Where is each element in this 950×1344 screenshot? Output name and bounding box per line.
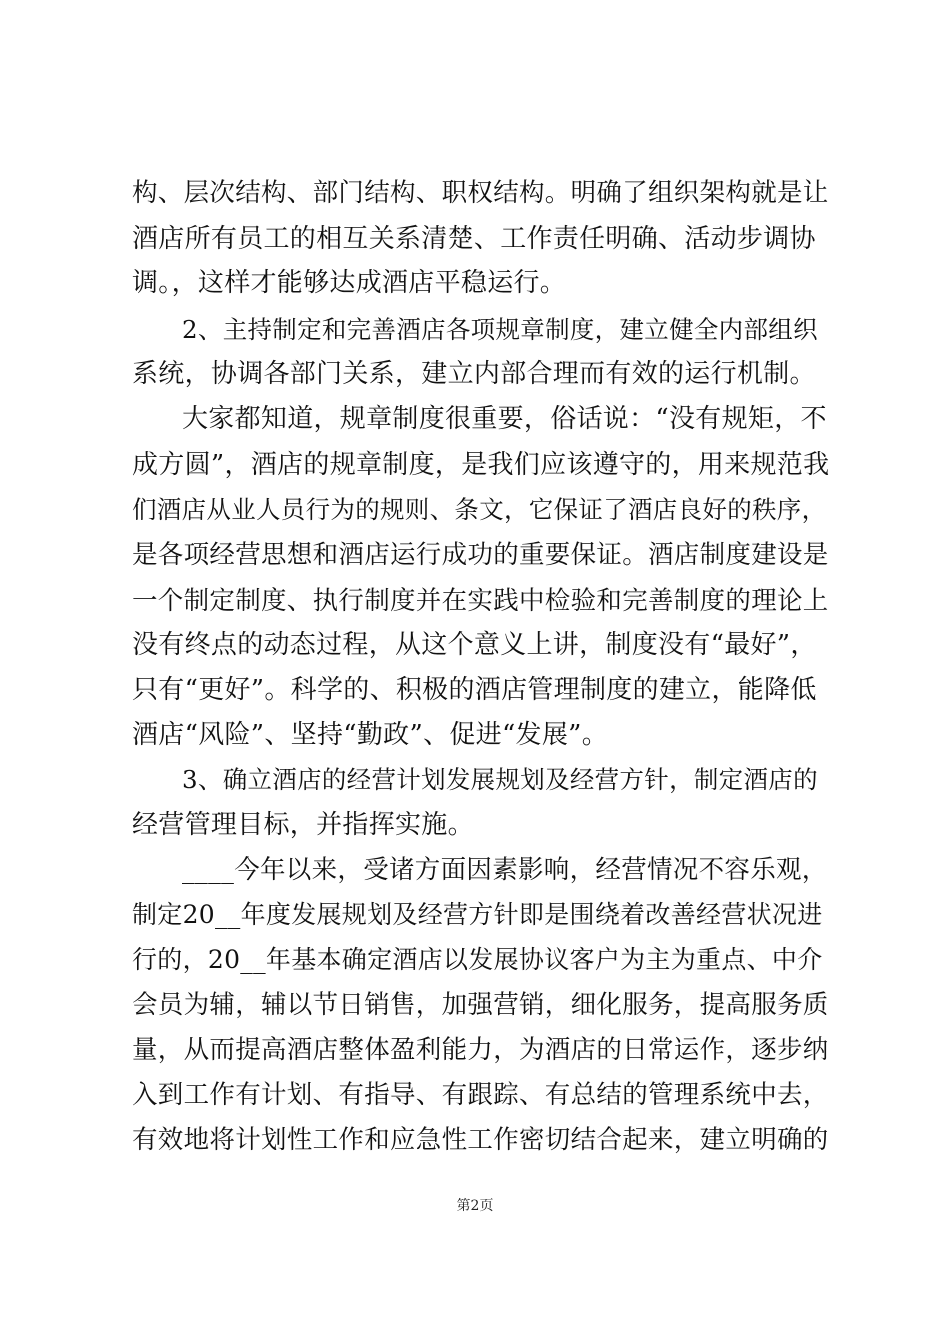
paragraph-first-line: ____今年以来，受诸方面因素影响，经营情况不容乐观， bbox=[182, 855, 828, 885]
text-line: 有效地将计划性工作和应急性工作密切结合起来，建立明确的 bbox=[132, 1125, 829, 1155]
text-line: 是各项经营思想和酒店运行成功的重要保证。酒店制度建设是 bbox=[132, 540, 829, 570]
text-line: 成方圆”，酒店的规章制度，是我们应该遵守的，用来规范我 bbox=[132, 450, 830, 480]
text-line: 行的，20__年基本确定酒店以发展协议客户为主为重点、中介 bbox=[132, 945, 823, 974]
text-line: 们酒店从业人员行为的规则、条文，它保证了酒店良好的秩序， bbox=[132, 495, 827, 524]
paragraph-first-line: 大家都知道，规章制度很重要，俗话说：“没有规矩，不 bbox=[182, 404, 827, 434]
text-line: 构、层次结构、部门结构、职权结构。明确了组织架构就是让 bbox=[132, 178, 829, 208]
text-line: 酒店“风险”、坚持“勤政”、促进“发展”。 bbox=[132, 720, 609, 750]
paragraph-first-line: 2、主持制定和完善酒店各项规章制度，建立健全内部组织 bbox=[182, 315, 818, 344]
paragraph-first-line: 3、确立酒店的经营计划发展规划及经营方针，制定酒店的 bbox=[182, 765, 818, 794]
text-line: 会员为辅，辅以节日销售，加强营销，细化服务，提高服务质 bbox=[132, 990, 829, 1020]
text-line: 调。，这样才能够达成酒店平稳运行。 bbox=[132, 268, 567, 298]
text-line: 经营管理目标，并指挥实施。 bbox=[132, 810, 474, 840]
text-line: 入到工作有计划、有指导、有跟踪、有总结的管理系统中去， bbox=[132, 1080, 829, 1110]
text-line: 没有终点的动态过程，从这个意义上讲，制度没有“最好”， bbox=[132, 630, 817, 660]
text-line: 系统，协调各部门关系，建立内部合理而有效的运行机制。 bbox=[132, 359, 816, 389]
page-number: 第2页 bbox=[456, 1198, 494, 1214]
text-line: 量，从而提高酒店整体盈利能力，为酒店的日常运作，逐步纳 bbox=[132, 1035, 829, 1065]
text-line: 制定20__年度发展规划及经营方针即是围绕着改善经营状况进 bbox=[132, 900, 823, 929]
text-line: 只有“更好”。科学的、积极的酒店管理制度的建立，能降低 bbox=[132, 675, 817, 705]
text-line: 酒店所有员工的相互关系清楚、工作责任明确、活动步调协 bbox=[132, 224, 816, 254]
text-line: 一个制定制度、执行制度并在实践中检验和完善制度的理论上 bbox=[132, 586, 829, 616]
